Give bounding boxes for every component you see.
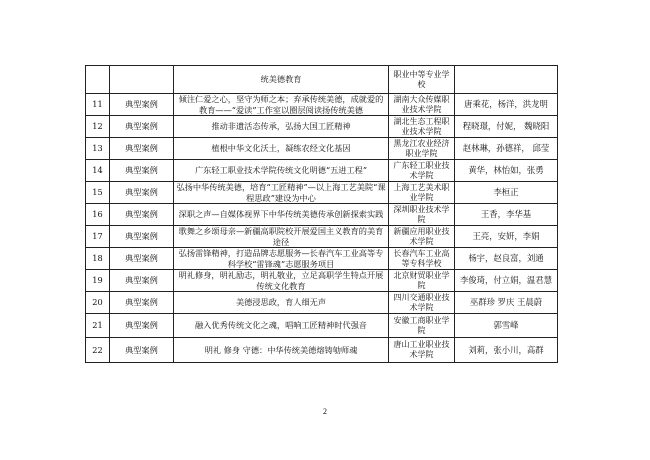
case-title-cell: 美德浸思政，育人细无声 (174, 292, 389, 314)
school-cell: 湖北生态工程职业技术学院 (389, 116, 455, 138)
school-cell: 深圳职业技术学院 (389, 204, 455, 226)
school-cell: 黑龙江农业经济职业学院 (389, 138, 455, 160)
authors-cell: 杨宇，赵良富，刘通 (455, 248, 558, 270)
row-number-cell: 20 (86, 292, 110, 314)
category-cell (110, 66, 174, 94)
page-number: 2 (323, 407, 327, 416)
table-row (86, 182, 558, 204)
table-row (86, 338, 558, 363)
school-cell: 职业中等专业学校 (389, 66, 455, 94)
category-cell: 典型案例 (110, 338, 174, 363)
category-cell: 典型案例 (110, 160, 174, 182)
table-row (86, 66, 558, 94)
row-number-cell: 15 (86, 182, 110, 204)
category-cell: 典型案例 (110, 248, 174, 270)
school-cell: 长春汽车工业高等专科学校 (389, 248, 455, 270)
authors-cell: 唐乘花，杨洋，洪龙明 (455, 94, 558, 116)
table-row (86, 116, 558, 138)
category-cell: 典型案例 (110, 182, 174, 204)
table-row (86, 226, 558, 248)
table-row (86, 204, 558, 226)
case-title-cell: 弘扬中华传统美德，培育“工匠精神”—以上海工艺美院“课程思政”建设为中心 (174, 182, 389, 204)
authors-cell (455, 66, 558, 94)
category-cell: 典型案例 (110, 292, 174, 314)
row-number-cell: 12 (86, 116, 110, 138)
category-cell: 典型案例 (110, 314, 174, 338)
case-title-cell: 歌舞之乡颂母亲—新疆高职院校开展爱国主义教育的美育途径 (174, 226, 389, 248)
case-title-cell: 广东轻工职业技术学院传统文化明德“五进工程” (174, 160, 389, 182)
authors-cell: 程晓璟，付妮， 魏晓阳 (455, 116, 558, 138)
category-cell: 典型案例 (110, 138, 174, 160)
row-number-cell: 18 (86, 248, 110, 270)
authors-cell: 赵林琳，孙德祥， 邱莹 (455, 138, 558, 160)
school-cell: 北京财贸职业学院 (389, 270, 455, 292)
category-cell: 典型案例 (110, 116, 174, 138)
category-cell: 典型案例 (110, 204, 174, 226)
category-cell: 典型案例 (110, 94, 174, 116)
row-number-cell: 16 (86, 204, 110, 226)
category-cell: 典型案例 (110, 270, 174, 292)
authors-cell: 王亮，安妍，李娟 (455, 226, 558, 248)
school-cell: 四川交通职业技术学院 (389, 292, 455, 314)
table-row (86, 270, 558, 292)
row-number-cell: 22 (86, 338, 110, 363)
authors-cell: 郭雪峰 (455, 314, 558, 338)
case-title-cell: 植根中华文化沃土，凝练农经文化基因 (174, 138, 389, 160)
authors-cell: 刘莉，张小川，高群 (455, 338, 558, 363)
row-number-cell: 21 (86, 314, 110, 338)
case-title-cell: 统美德教育 (174, 66, 389, 94)
case-title-cell: 深职之声—自媒体视界下中华传统美德传承创新探索实践 (174, 204, 389, 226)
authors-cell: 黄华，林怡如，张勇 (455, 160, 558, 182)
row-number-cell: 13 (86, 138, 110, 160)
table-row (86, 94, 558, 116)
case-title-cell: 明礼 修身 守德：中华传统美德熔铸劬师魂 (174, 338, 389, 363)
authors-cell: 巫群珍 罗庆 王晨蔚 (455, 292, 558, 314)
row-number-cell: 11 (86, 94, 110, 116)
school-cell: 广东轻工职业技术学院 (389, 160, 455, 182)
authors-cell: 王香，李华基 (455, 204, 558, 226)
case-title-cell: 融入优秀传统文化之魂，唱响工匠精神时代强音 (174, 314, 389, 338)
row-number-cell: 17 (86, 226, 110, 248)
case-title-cell: 明礼修身，明礼励志，明礼敬业，立足高职学生特点开展传统文化教育 (174, 270, 389, 292)
table-row (86, 160, 558, 182)
school-cell: 新疆应用职业技术学院 (389, 226, 455, 248)
table-row (86, 292, 558, 314)
table-row (86, 248, 558, 270)
school-cell: 上海工艺美术职业学院 (389, 182, 455, 204)
row-number-cell: 14 (86, 160, 110, 182)
case-title-cell: 倾注仁爱之心，坚守为师之本；弃承传统美德，成就爱的教育——“爱读”工作室以圈层阅读扬传统美德 (174, 94, 389, 116)
case-list-table (85, 65, 558, 363)
table-row (86, 314, 558, 338)
table-row (86, 138, 558, 160)
case-title-cell: 推动非遗活态传承，弘扬大国工匠精神 (174, 116, 389, 138)
row-number-cell: 19 (86, 270, 110, 292)
school-cell: 安徽工商职业学院 (389, 314, 455, 338)
row-number-cell (86, 66, 110, 94)
case-title-cell: 弘扬雷锋精神，打造品牌志愿服务—长春汽车工业高等专科学校“雷锋魂”志愿服务项目 (174, 248, 389, 270)
school-cell: 唐山工业职业技术学院 (389, 338, 455, 363)
authors-cell: 李桓正 (455, 182, 558, 204)
category-cell: 典型案例 (110, 226, 174, 248)
authors-cell: 李俊琦，付立娟，温君慧 (455, 270, 558, 292)
school-cell: 湖南大众传媒职业技术学院 (389, 94, 455, 116)
